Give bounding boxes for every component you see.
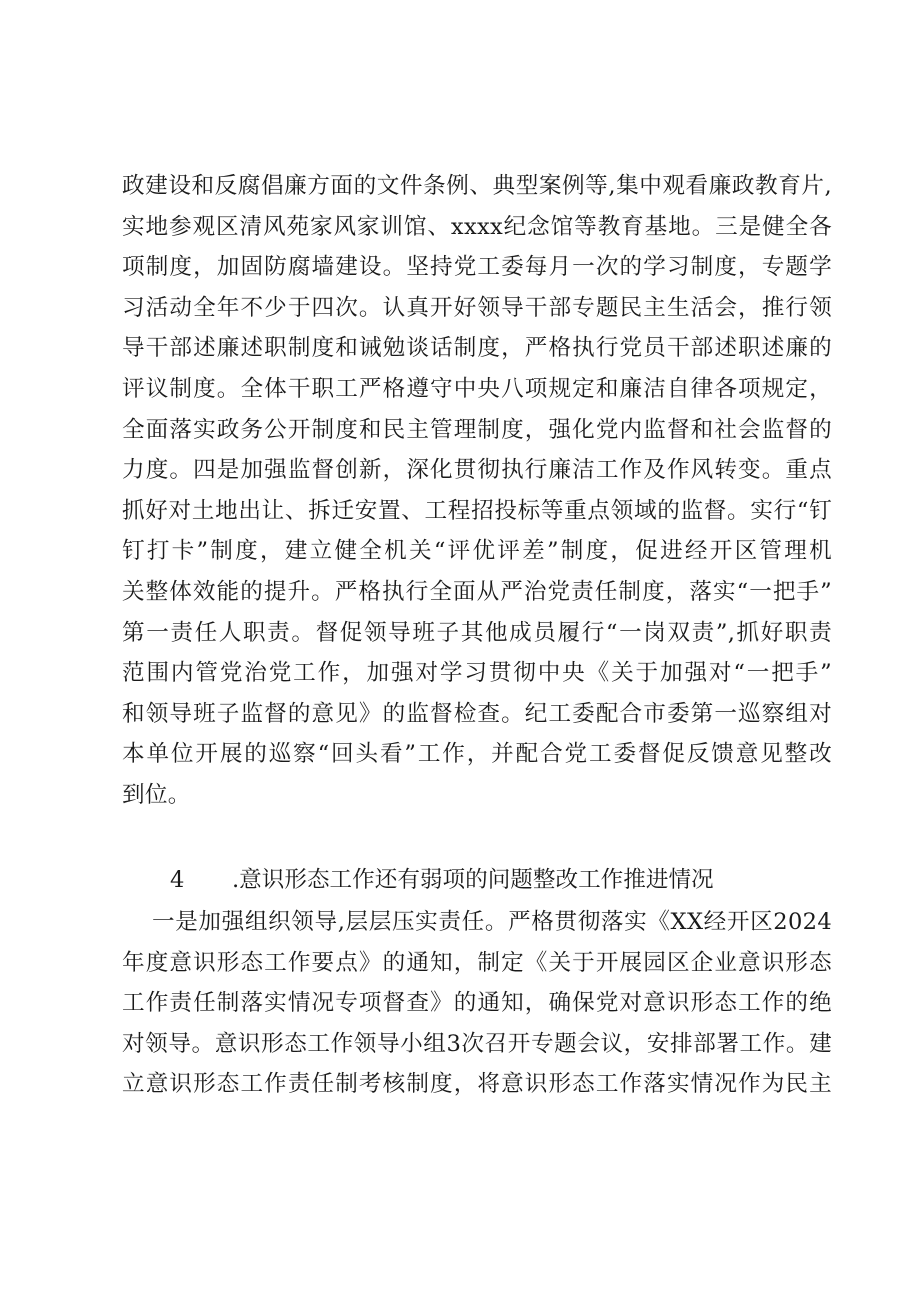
text-line: 到位。	[122, 781, 191, 808]
text-line: 评议制度。全体干职工严格遵守中央八项规定和廉洁自律各项规定，	[122, 375, 832, 402]
text-line: 关整体效能的提升。严格执行全面从严治党责任制度，落实“一把手”	[122, 578, 832, 605]
text-line: 全面落实政务公开制度和民主管理制度，强化党内监督和社会监督的	[122, 416, 832, 443]
paragraph-new	[122, 902, 832, 1105]
text-line: 抓好对土地出让、拆迁安置、工程招投标等重点领域的监督。实行“钉	[122, 497, 832, 524]
text-line: 本单位开展的巡察“回头看”工作，并配合党工委督促反馈意见整改	[122, 741, 832, 768]
text-line: 年度意识形态工作要点》的通知，制定《关于开展园区企业意识形态	[122, 949, 832, 976]
text-line: 范围内管党治党工作，加强对学习贯彻中央《关于加强对“一把手”	[122, 660, 832, 687]
text-line: 习活动全年不少于四次。认真开好领导干部专题民主生活会，推行领	[122, 294, 832, 321]
section-heading	[170, 860, 714, 901]
section-number: 4	[170, 867, 185, 893]
text-line: 政建设和反腐倡廉方面的文件条例、典型案例等,集中观看廉政教育片,	[122, 173, 832, 199]
text-line: 一是加强组织领导,层层压实责任。严格贯彻落实《XX经开区2024	[152, 909, 832, 935]
text-line: 钉打卡”制度，建立健全机关“评优评差”制度，促进经开区管理机	[122, 538, 832, 565]
section-title: .意识形态工作还有弱项的问题整改工作推进情况	[232, 867, 714, 893]
text-line: 立意识形态工作责任制考核制度，将意识形态工作落实情况作为民主	[122, 1071, 832, 1098]
text-line: 导干部述廉述职制度和诫勉谈话制度，严格执行党员干部述职述廉的	[122, 335, 832, 362]
text-line: 力度。四是加强监督创新，深化贯彻执行廉洁工作及作风转变。重点	[122, 457, 832, 484]
text-line: 第一责任人职责。督促领导班子其他成员履行“一岗双责”,抓好职责	[122, 619, 832, 646]
text-line: 项制度，加固防腐墙建设。坚持党工委每月一次的学习制度，专题学	[122, 254, 832, 281]
text-line: 工作责任制落实情况专项督查》的通知，确保党对意识形态工作的绝	[122, 990, 832, 1017]
text-line: 对领导。意识形态工作领导小组3次召开专题会议，安排部署工作。建	[122, 1030, 832, 1057]
paragraph-continued	[122, 166, 832, 816]
text-line: 实地参观区清风苑家风家训馆、xxxx纪念馆等教育基地。三是健全各	[122, 213, 832, 240]
text-line: 和领导班子监督的意见》的监督检查。纪工委配合市委第一巡察组对	[122, 700, 832, 727]
